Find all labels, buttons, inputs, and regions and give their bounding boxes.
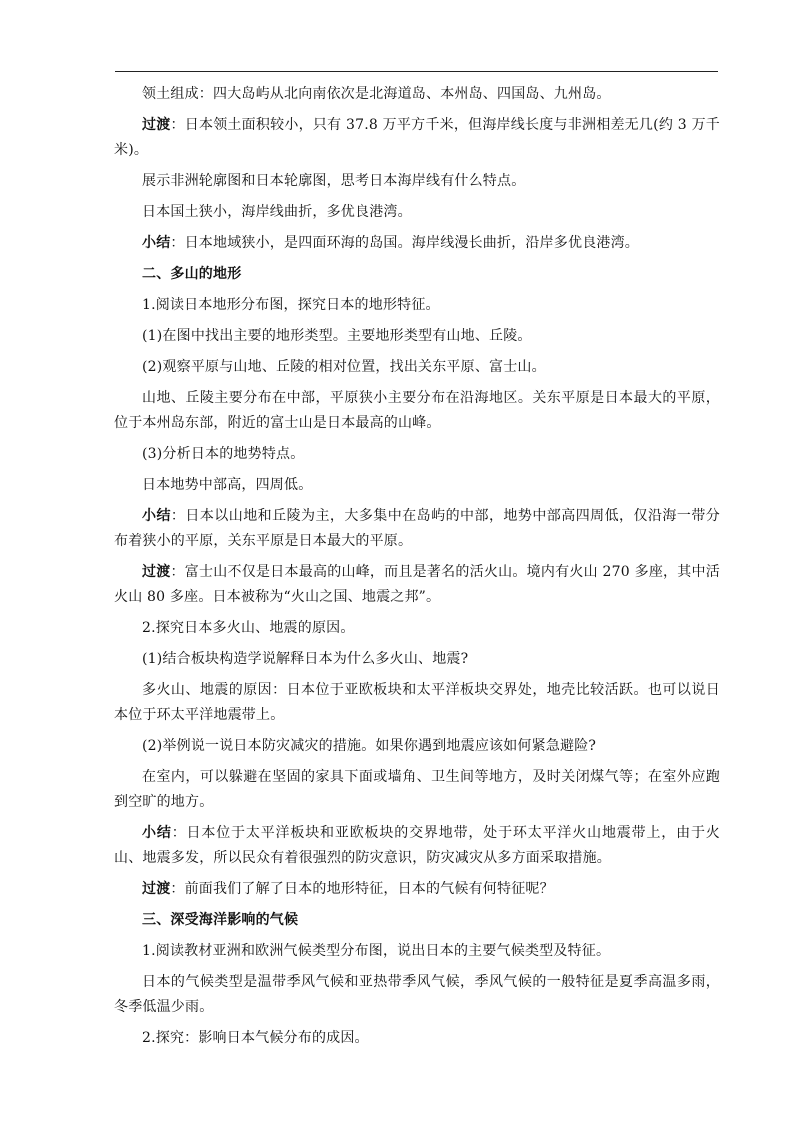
paragraph: 2.探究：影响日本气候分布的成因。: [142, 1030, 369, 1046]
labeled-paragraph: [114, 113, 720, 163]
paragraph-label: 过渡: [142, 881, 171, 897]
paragraph-label: 小结: [142, 235, 171, 251]
paragraph: (1)在图中找出主要的地形类型。主要地形类型有山地、丘陵。: [142, 328, 532, 344]
paragraph-label: 小结: [142, 825, 172, 841]
labeled-paragraph: [114, 560, 720, 610]
paragraph: (2)举例说一说日本防灾减灾的措施。如果你遇到地震应该如何紧急避险?: [142, 738, 597, 754]
paragraph: 1.阅读教材亚洲和欧洲气候类型分布图，说出日本的主要气候类型及特征。: [142, 943, 611, 959]
paragraph-label: 过渡: [142, 564, 171, 580]
paragraph: 2.探究日本多火山、地震的原因。: [142, 620, 355, 636]
paragraph: 日本地势中部高，四周低。: [142, 477, 313, 493]
header-rule: [115, 71, 718, 72]
labeled-paragraph: [114, 504, 720, 554]
paragraph: (2)观察平原与山地、丘陵的相对位置，找出关东平原、富士山。: [142, 359, 546, 375]
section-heading: 二、多山的地形: [142, 266, 242, 282]
paragraph-text: ：日本位于太平洋板块和亚欧板块的交界地带，处于环太平洋火山地震带上，由于火山、地震多发，所以民众有着很强烈的防灾意识，防灾减灾从多方面采取措施。: [114, 825, 720, 866]
paragraph: 1.阅读日本地形分布图，探究日本的地形特征。: [142, 297, 440, 313]
paragraph: 多火山、地震的原因：日本位于亚欧板块和太平洋板块交界处，地壳比较活跃。也可以说日本位于环太平洋地震带上。: [114, 682, 720, 723]
labeled-paragraph: [114, 231, 720, 256]
labeled-paragraph: [114, 821, 720, 871]
section-heading: 三、深受海洋影响的气候: [142, 912, 299, 928]
paragraph: (1)结合板块构造学说解释日本为什么多火山、地震?: [142, 651, 469, 667]
labeled-paragraph: [114, 877, 720, 902]
paragraph: 日本国土狭小，海岸线曲折，多优良港湾。: [142, 204, 412, 220]
paragraph-text: ：日本以山地和丘陵为主，大多集中在岛屿的中部，地势中部高四周低，仅沿海一带分布着狭小的平原，关东平原是日本最大的平原。: [114, 508, 720, 549]
paragraph-text: ：富士山不仅是日本最高的山峰，而且是著名的活火山。境内有火山 270 多座，其中活火山 80 多座。日本被称为“火山之国、地震之邦”。: [114, 564, 720, 605]
paragraph-label: 过渡: [142, 117, 171, 133]
paragraph-label: 小结: [142, 508, 171, 524]
paragraph: 山地、丘陵主要分布在中部，平原狭小主要分布在沿海地区。关东平原是日本最大的平原，位于本州岛东部，附近的富士山是日本最高的山峰。: [114, 390, 720, 431]
paragraph: 日本的气候类型是温带季风气候和亚热带季风气候，季风气候的一般特征是夏季高温多雨，冬季低温少雨。: [114, 974, 720, 1015]
paragraph-text: ：日本地域狭小，是四面环海的岛国。海岸线漫长曲折，沿岸多优良港湾。: [170, 235, 640, 251]
paragraph-text: ：前面我们了解了日本的地形特征，日本的气候有何特征呢？: [170, 881, 554, 897]
paragraph: (3)分析日本的地势特点。: [142, 446, 305, 462]
document-body: [114, 82, 720, 1057]
paragraph: 在室内，可以躲避在坚固的家具下面或墙角、卫生间等地方，及时关闭煤气等；在室外应跑到空旷的地方。: [114, 769, 720, 810]
paragraph-text: ：日本领土面积较小，只有 37.8 万平方千米，但海岸线长度与非洲相差无几(约 3 万千米)。: [114, 117, 721, 158]
paragraph: 展示非洲轮廓图和日本轮廓图，思考日本海岸线有什么特点。: [142, 173, 526, 189]
paragraph: 领土组成：四大岛屿从北向南依次是北海道岛、本州岛、四国岛、九州岛。: [142, 86, 611, 102]
